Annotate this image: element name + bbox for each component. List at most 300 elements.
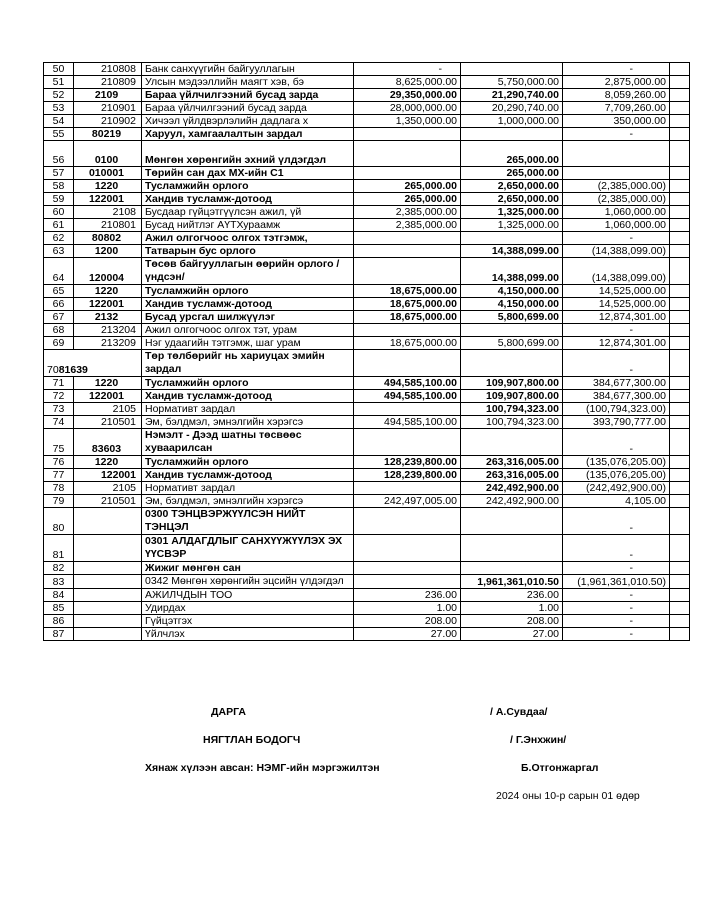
table-row xyxy=(44,575,690,589)
row-number: 62 xyxy=(44,232,74,245)
difference-amount: - xyxy=(563,128,670,141)
difference-amount: - xyxy=(563,232,670,245)
row-number: 57 xyxy=(44,167,74,180)
plan-amount xyxy=(354,508,461,535)
table-row xyxy=(44,232,690,245)
account-name: Нормативт зардал xyxy=(142,482,354,495)
difference-amount: 8,059,260.00 xyxy=(563,89,670,102)
row-number: 75 xyxy=(44,429,74,456)
table-row xyxy=(44,311,690,324)
table-row xyxy=(44,258,690,285)
plan-amount: 18,675,000.00 xyxy=(354,311,461,324)
difference-amount: - xyxy=(563,562,670,575)
empty-cell xyxy=(670,180,690,193)
actual-amount: 27.00 xyxy=(461,628,563,641)
account-name: Төсөв байгууллагын өөрийн орлого /үндсэн/ xyxy=(142,258,354,285)
row-number: 78 xyxy=(44,482,74,495)
row-number: 74 xyxy=(44,416,74,429)
difference-amount: - xyxy=(563,535,670,562)
actual-amount: 265,000.00 xyxy=(461,167,563,180)
plan-amount: 18,675,000.00 xyxy=(354,298,461,311)
account-code: 210801 xyxy=(74,219,142,232)
empty-cell xyxy=(670,167,690,180)
account-name: Тусламжийн орлого xyxy=(142,456,354,469)
empty-cell xyxy=(670,219,690,232)
account-code: 122001 xyxy=(74,469,142,482)
table-row xyxy=(44,285,690,298)
plan-amount xyxy=(354,575,461,589)
plan-amount xyxy=(354,482,461,495)
plan-amount xyxy=(354,128,461,141)
account-name: АЖИЛЧДЫН ТОО xyxy=(142,589,354,602)
difference-amount xyxy=(563,141,670,167)
table-row xyxy=(44,167,690,180)
account-code: 1200 xyxy=(74,245,142,258)
table-row xyxy=(44,456,690,469)
account-code: 210501 xyxy=(74,416,142,429)
actual-amount: 265,000.00 xyxy=(461,141,563,167)
actual-amount xyxy=(461,63,563,76)
reviewer-title: Хянаж хүлээн авсан: НЭМГ-ийн мэргэжилтэн xyxy=(145,762,380,774)
difference-amount: - xyxy=(563,628,670,641)
empty-cell xyxy=(670,350,690,377)
account-code: 1220 xyxy=(74,285,142,298)
table-row xyxy=(44,141,690,167)
account-code: 122001 xyxy=(74,298,142,311)
account-name: Улсын мэдээллийн маягт хэв, бэ xyxy=(142,76,354,89)
actual-amount: 100,794,323.00 xyxy=(461,403,563,416)
table-row xyxy=(44,615,690,628)
account-code: 213204 xyxy=(74,324,142,337)
row-number: 50 xyxy=(44,63,74,76)
account-code: 120004 xyxy=(74,258,142,285)
empty-cell xyxy=(670,89,690,102)
table-row xyxy=(44,508,690,535)
row-number: 71 xyxy=(44,377,74,390)
difference-amount: 4,105.00 xyxy=(563,495,670,508)
account-name: 0342 Мөнгөн хөрөнгийн эцсийн үлдэгдэл xyxy=(142,575,354,589)
table-row xyxy=(44,63,690,76)
row-number: 51 xyxy=(44,76,74,89)
empty-cell xyxy=(670,245,690,258)
plan-amount xyxy=(354,258,461,285)
table-row xyxy=(44,589,690,602)
account-code xyxy=(74,615,142,628)
empty-cell xyxy=(670,193,690,206)
difference-amount: - xyxy=(563,589,670,602)
plan-amount: 1,350,000.00 xyxy=(354,115,461,128)
plan-amount xyxy=(354,562,461,575)
actual-amount: 242,492,900.00 xyxy=(461,482,563,495)
account-code: 1220 xyxy=(74,377,142,390)
actual-amount: 100,794,323.00 xyxy=(461,416,563,429)
actual-amount xyxy=(461,535,563,562)
row-number: 52 xyxy=(44,89,74,102)
account-name: Харуул, хамгаалалтын зардал xyxy=(142,128,354,141)
empty-cell xyxy=(670,285,690,298)
table-row xyxy=(44,482,690,495)
difference-amount: (14,388,099.00) xyxy=(563,245,670,258)
row-number: 72 xyxy=(44,390,74,403)
table-row xyxy=(44,298,690,311)
difference-amount: 1,060,000.00 xyxy=(563,219,670,232)
account-code: 1220 xyxy=(74,456,142,469)
account-name: Бусдаар гүйцэтгүүлсэн ажил, үй xyxy=(142,206,354,219)
table-row xyxy=(44,115,690,128)
plan-amount: 128,239,800.00 xyxy=(354,469,461,482)
row-number: 64 xyxy=(44,258,74,285)
row-number: 66 xyxy=(44,298,74,311)
account-name: Тусламжийн орлого xyxy=(142,285,354,298)
table-row xyxy=(44,350,690,377)
table-row xyxy=(44,495,690,508)
plan-amount: 242,497,005.00 xyxy=(354,495,461,508)
account-code: 210501 xyxy=(74,495,142,508)
table-row xyxy=(44,180,690,193)
empty-cell xyxy=(670,602,690,615)
empty-cell xyxy=(670,206,690,219)
difference-amount: - xyxy=(563,63,670,76)
actual-amount: 1.00 xyxy=(461,602,563,615)
empty-cell xyxy=(670,628,690,641)
row-number: 54 xyxy=(44,115,74,128)
empty-cell xyxy=(670,102,690,115)
report-table-body xyxy=(44,63,690,641)
account-name: Нэмэлт - Дээд шатны төсвөөс хуваарилсан xyxy=(142,429,354,456)
actual-amount xyxy=(461,128,563,141)
account-name: Төрийн сан дах МХ-ийн С1 xyxy=(142,167,354,180)
table-row xyxy=(44,562,690,575)
account-name: Нэг удаагийн тэтгэмж, шаг урам xyxy=(142,337,354,350)
report-table xyxy=(43,62,690,641)
account-code: 0100 xyxy=(74,141,142,167)
account-code: 010001 xyxy=(74,167,142,180)
account-name: Нормативт зардал xyxy=(142,403,354,416)
difference-amount: 384,677,300.00 xyxy=(563,377,670,390)
difference-amount: - xyxy=(563,602,670,615)
empty-cell xyxy=(670,429,690,456)
table-row xyxy=(44,219,690,232)
actual-amount xyxy=(461,562,563,575)
account-name: Тусламжийн орлого xyxy=(142,377,354,390)
difference-amount: 14,525,000.00 xyxy=(563,298,670,311)
account-name: Гүйцэтгэх xyxy=(142,615,354,628)
account-code: 210809 xyxy=(74,76,142,89)
account-code: 83603 xyxy=(74,429,142,456)
account-name: Ажил олгогчоос олгох тэтгэмж, xyxy=(142,232,354,245)
row-number: 73 xyxy=(44,403,74,416)
plan-amount: 2,385,000.00 xyxy=(354,206,461,219)
row-number: 80 xyxy=(44,508,74,535)
account-name: Татварын бус орлого xyxy=(142,245,354,258)
table-row xyxy=(44,535,690,562)
account-code: 2105 xyxy=(74,482,142,495)
plan-amount: 494,585,100.00 xyxy=(354,416,461,429)
account-name: Эм, бэлдмэл, эмнэлгийн хэрэгсэ xyxy=(142,495,354,508)
difference-amount: 384,677,300.00 xyxy=(563,390,670,403)
row-number: 67 xyxy=(44,311,74,324)
table-row xyxy=(44,128,690,141)
plan-amount: 494,585,100.00 xyxy=(354,377,461,390)
difference-amount: (135,076,205.00) xyxy=(563,456,670,469)
account-name: Хандив тусламж-дотоод xyxy=(142,390,354,403)
difference-amount: 350,000.00 xyxy=(563,115,670,128)
table-row xyxy=(44,206,690,219)
difference-amount: (135,076,205.00) xyxy=(563,469,670,482)
row-number: 87 xyxy=(44,628,74,641)
table-row xyxy=(44,377,690,390)
plan-amount xyxy=(354,403,461,416)
actual-amount: 208.00 xyxy=(461,615,563,628)
difference-amount: - xyxy=(563,429,670,456)
account-code: 213209 xyxy=(74,337,142,350)
account-name: Жижиг мөнгөн сан xyxy=(142,562,354,575)
account-name: Мөнгөн хөрөнгийн эхний үлдэгдэл xyxy=(142,141,354,167)
actual-amount xyxy=(461,232,563,245)
account-code: 210808 xyxy=(74,63,142,76)
difference-amount: 2,875,000.00 xyxy=(563,76,670,89)
actual-amount: 5,800,699.00 xyxy=(461,337,563,350)
empty-cell xyxy=(670,63,690,76)
difference-amount: 7,709,260.00 xyxy=(563,102,670,115)
row-number: 60 xyxy=(44,206,74,219)
account-code: 80802 xyxy=(74,232,142,245)
empty-cell xyxy=(670,403,690,416)
account-name: Банк санхүүгийн байгууллагын xyxy=(142,63,354,76)
empty-cell xyxy=(670,615,690,628)
plan-amount xyxy=(354,429,461,456)
difference-amount: 12,874,301.00 xyxy=(563,337,670,350)
table-row xyxy=(44,337,690,350)
actual-amount: 5,800,699.00 xyxy=(461,311,563,324)
account-name: Хандив тусламж-дотоод xyxy=(142,298,354,311)
account-code xyxy=(74,628,142,641)
difference-amount: (2,385,000.00) xyxy=(563,180,670,193)
reviewer-name: Б.Отгонжаргал xyxy=(521,762,599,774)
row-number: 68 xyxy=(44,324,74,337)
difference-amount: - xyxy=(563,350,670,377)
difference-amount: 393,790,777.00 xyxy=(563,416,670,429)
empty-cell xyxy=(670,258,690,285)
empty-cell xyxy=(670,575,690,589)
account-name: Бараа үйлчилгээний бусад зарда xyxy=(142,89,354,102)
report-date: 2024 оны 10-р сарын 01 өдөр xyxy=(496,790,640,802)
table-row xyxy=(44,324,690,337)
plan-amount: 128,239,800.00 xyxy=(354,456,461,469)
plan-amount: 208.00 xyxy=(354,615,461,628)
actual-amount xyxy=(461,324,563,337)
empty-cell xyxy=(670,495,690,508)
account-code: 2108 xyxy=(74,206,142,219)
account-code xyxy=(74,562,142,575)
actual-amount: 2,650,000.00 xyxy=(461,180,563,193)
table-row xyxy=(44,245,690,258)
plan-amount xyxy=(354,232,461,245)
row-number: 61 xyxy=(44,219,74,232)
account-name: Тусламжийн орлого xyxy=(142,180,354,193)
difference-amount: (242,492,900.00) xyxy=(563,482,670,495)
plan-amount xyxy=(354,141,461,167)
row-number: 77 xyxy=(44,469,74,482)
empty-cell xyxy=(670,562,690,575)
row-number: 84 xyxy=(44,589,74,602)
account-code: 2105 xyxy=(74,403,142,416)
accountant-title: НЯГТЛАН БОДОГЧ xyxy=(203,734,301,746)
account-name: Бусад урсгал шилжүүлэг xyxy=(142,311,354,324)
director-title: ДАРГА xyxy=(211,706,246,718)
plan-amount: 494,585,100.00 xyxy=(354,390,461,403)
plan-amount: - xyxy=(354,63,461,76)
actual-amount: 1,000,000.00 xyxy=(461,115,563,128)
account-code: 80219 xyxy=(74,128,142,141)
actual-amount: 14,388,099.00 xyxy=(461,258,563,285)
row-number: 55 xyxy=(44,128,74,141)
difference-amount: - xyxy=(563,508,670,535)
actual-amount: 5,750,000.00 xyxy=(461,76,563,89)
row-number: 86 xyxy=(44,615,74,628)
empty-cell xyxy=(670,298,690,311)
actual-amount: 1,961,361,010.50 xyxy=(461,575,563,589)
account-name: 0301 АЛДАГДЛЫГ САНХҮҮЖҮҮЛЭХ ЭХ ҮҮСВЭР xyxy=(142,535,354,562)
difference-amount: (2,385,000.00) xyxy=(563,193,670,206)
empty-cell xyxy=(670,115,690,128)
account-name: Төр төлбөрийг нь хариуцах эмийн зардал xyxy=(142,350,354,377)
row-number: 76 xyxy=(44,456,74,469)
plan-amount xyxy=(354,167,461,180)
plan-amount: 27.00 xyxy=(354,628,461,641)
empty-cell xyxy=(670,311,690,324)
actual-amount: 263,316,005.00 xyxy=(461,469,563,482)
plan-amount: 2,385,000.00 xyxy=(354,219,461,232)
empty-cell xyxy=(670,482,690,495)
actual-amount: 2,650,000.00 xyxy=(461,193,563,206)
plan-amount: 28,000,000.00 xyxy=(354,102,461,115)
account-name: Ажил олгогчоос олгох тэт, урам xyxy=(142,324,354,337)
account-name: Хандив тусламж-дотоод xyxy=(142,193,354,206)
table-row xyxy=(44,102,690,115)
table-row xyxy=(44,76,690,89)
actual-amount xyxy=(461,429,563,456)
table-row xyxy=(44,469,690,482)
actual-amount: 242,492,900.00 xyxy=(461,495,563,508)
empty-cell xyxy=(670,128,690,141)
account-code xyxy=(74,535,142,562)
empty-cell xyxy=(670,456,690,469)
account-code xyxy=(74,589,142,602)
row-number: 53 xyxy=(44,102,74,115)
account-code: 122001 xyxy=(74,390,142,403)
empty-cell xyxy=(670,324,690,337)
table-row xyxy=(44,602,690,615)
account-name: Удирдах xyxy=(142,602,354,615)
actual-amount: 1,325,000.00 xyxy=(461,206,563,219)
empty-cell xyxy=(670,337,690,350)
director-name: / А.Сувдаа/ xyxy=(490,706,548,718)
empty-cell xyxy=(670,390,690,403)
empty-cell xyxy=(670,377,690,390)
row-number: 63 xyxy=(44,245,74,258)
difference-amount: 14,525,000.00 xyxy=(563,285,670,298)
row-number: 70 xyxy=(47,364,59,376)
actual-amount xyxy=(461,350,563,377)
actual-amount: 21,290,740.00 xyxy=(461,89,563,102)
row-number: 81 xyxy=(44,535,74,562)
account-code: 210902 xyxy=(74,115,142,128)
table-row xyxy=(44,429,690,456)
account-code xyxy=(74,508,142,535)
table-row xyxy=(44,403,690,416)
difference-amount: (100,794,323.00) xyxy=(563,403,670,416)
empty-cell xyxy=(670,469,690,482)
empty-cell xyxy=(670,141,690,167)
row-number: 83 xyxy=(44,575,74,589)
difference-amount: (1,961,361,010.50) xyxy=(563,575,670,589)
row-number: 79 xyxy=(44,495,74,508)
account-code xyxy=(74,575,142,589)
plan-amount xyxy=(354,350,461,377)
account-name: Хичээл үйлдвэрлэлийн дадлага х xyxy=(142,115,354,128)
table-row xyxy=(44,89,690,102)
account-name: Бусад нийтлэг АҮТХураамж xyxy=(142,219,354,232)
account-name: Хандив тусламж-дотоод xyxy=(142,469,354,482)
plan-amount: 265,000.00 xyxy=(354,180,461,193)
actual-amount: 263,316,005.00 xyxy=(461,456,563,469)
account-code: 2109 xyxy=(74,89,142,102)
account-code: 210901 xyxy=(74,102,142,115)
account-name: Эм, бэлдмэл, эмнэлгийн хэрэгсэ xyxy=(142,416,354,429)
empty-cell xyxy=(670,416,690,429)
plan-amount: 265,000.00 xyxy=(354,193,461,206)
actual-amount: 4,150,000.00 xyxy=(461,298,563,311)
account-name: 0300 ТЭНЦВЭРЖҮҮЛСЭН НИЙТ ТЭНЦЭЛ xyxy=(142,508,354,535)
row-number: 58 xyxy=(44,180,74,193)
account-code: 122001 xyxy=(74,193,142,206)
actual-amount xyxy=(461,508,563,535)
table-row xyxy=(44,416,690,429)
actual-amount: 20,290,740.00 xyxy=(461,102,563,115)
actual-amount: 14,388,099.00 xyxy=(461,245,563,258)
account-name: Бараа үйлчилгээний бусад зарда xyxy=(142,102,354,115)
difference-amount: 1,060,000.00 xyxy=(563,206,670,219)
actual-amount: 109,907,800.00 xyxy=(461,390,563,403)
row-number: 85 xyxy=(44,602,74,615)
plan-amount xyxy=(354,535,461,562)
plan-amount xyxy=(354,245,461,258)
difference-amount: (14,388,099.00) xyxy=(563,258,670,285)
row-number: 82 xyxy=(44,562,74,575)
empty-cell xyxy=(670,76,690,89)
row-number: 59 xyxy=(44,193,74,206)
empty-cell xyxy=(670,232,690,245)
row-number: 56 xyxy=(44,141,74,167)
table-row xyxy=(44,193,690,206)
difference-amount: - xyxy=(563,324,670,337)
empty-cell xyxy=(670,508,690,535)
account-code: 1220 xyxy=(74,180,142,193)
row-number: 69 xyxy=(44,337,74,350)
row-number-code-cell xyxy=(44,350,142,377)
account-code: 2132 xyxy=(74,311,142,324)
plan-amount: 18,675,000.00 xyxy=(354,337,461,350)
accountant-name: / Г.Энхжин/ xyxy=(510,734,567,746)
actual-amount: 109,907,800.00 xyxy=(461,377,563,390)
plan-amount: 236.00 xyxy=(354,589,461,602)
account-code xyxy=(74,602,142,615)
actual-amount: 236.00 xyxy=(461,589,563,602)
plan-amount: 18,675,000.00 xyxy=(354,285,461,298)
difference-amount xyxy=(563,167,670,180)
actual-amount: 1,325,000.00 xyxy=(461,219,563,232)
